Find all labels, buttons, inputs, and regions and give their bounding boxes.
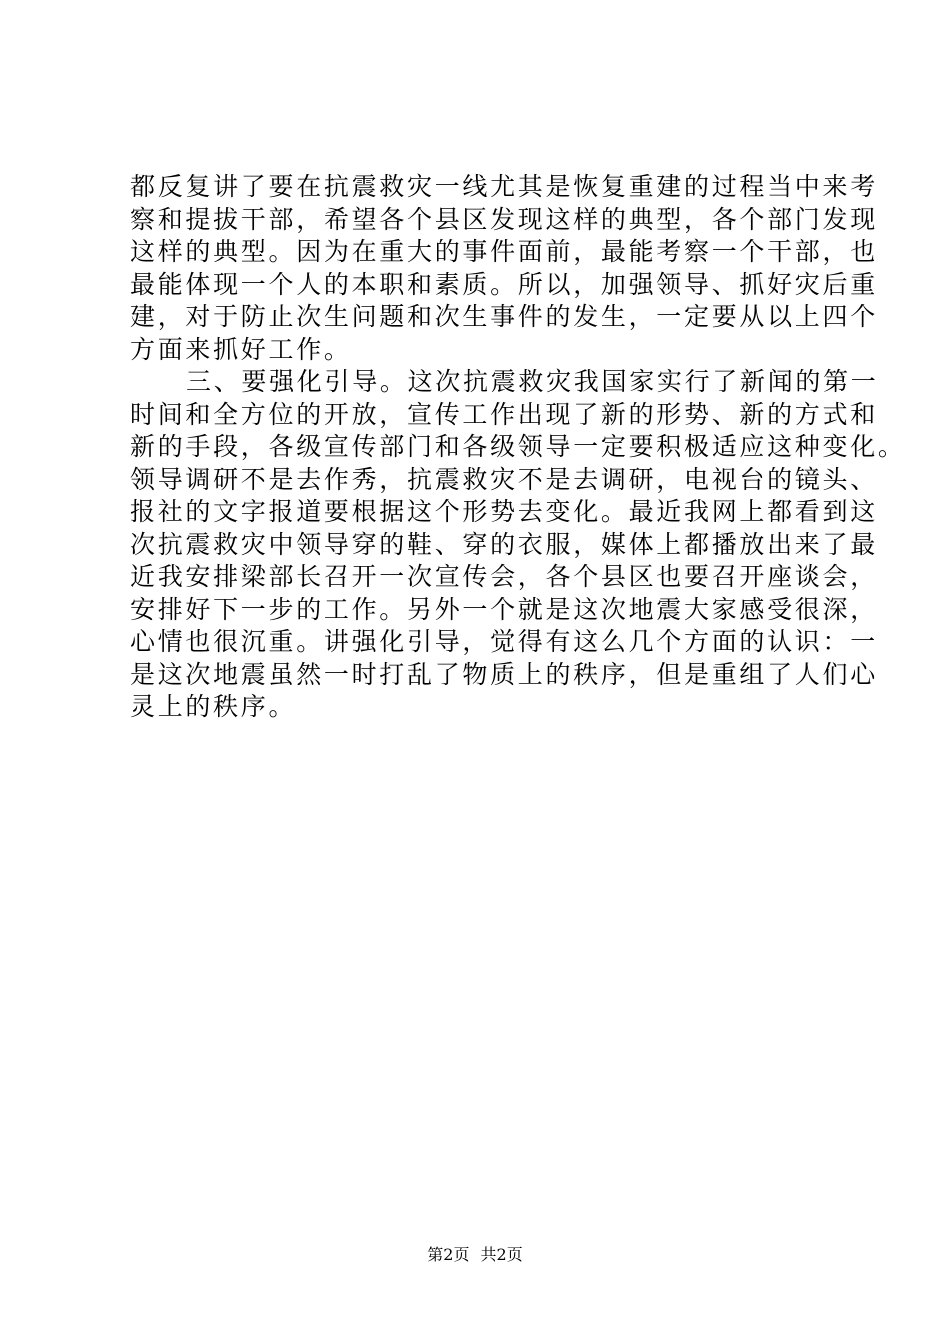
text-line: 方面来抓好工作。 [130,334,352,364]
text-line: 安排好下一步的工作。另外一个就是这次地震大家感受很深， [130,594,878,624]
text-line: 建，对于防止次生问题和次生事件的发生，一定要从以上四个 [130,302,878,331]
text-line: 最能体现一个人的本职和素质。所以，加强领导、抓好灾后重 [130,269,878,299]
text-line: 时间和全方位的开放，宣传工作出现了新的形势、新的方式和 [130,399,878,429]
page-footer [0,1244,950,1266]
text-line: 近我安排梁部长召开一次宣传会，各个县区也要召开座谈会， [130,562,878,591]
text-line: 领导调研不是去作秀，抗震救灾不是去调研，电视台的镜头、 [130,464,878,494]
body-text [130,171,906,724]
text-line: 察和提拔干部，希望各个县区发现这样的典型，各个部门发现 [130,204,878,234]
text-line: 报社的文字报道要根据这个形势去变化。最近我网上都看到这 [130,497,878,526]
text-line: 次抗震救灾中领导穿的鞋、穿的衣服，媒体上都播放出来了最 [130,529,878,559]
text-line: 是这次地震虽然一时打乱了物质上的秩序，但是重组了人们心 [130,659,878,689]
text-line: 都反复讲了要在抗震救灾一线尤其是恢复重建的过程当中来考 [130,172,878,201]
page-number-current: 第2页 [427,1245,470,1264]
text-line: 灵上的秩序。 [130,692,297,721]
text-line: 这样的典型。因为在重大的事件面前，最能考察一个干部，也 [130,237,878,266]
text-line: 心情也很沉重。讲强化引导，觉得有这么几个方面的认识：一 [130,627,878,656]
paragraph-start-line: 三、要强化引导。这次抗震救灾我国家实行了新闻的第一 [186,367,879,396]
page-number-total: 共2页 [480,1245,523,1264]
text-line: 新的手段，各级宣传部门和各级领导一定要积极适应这种变化。 [130,432,906,461]
